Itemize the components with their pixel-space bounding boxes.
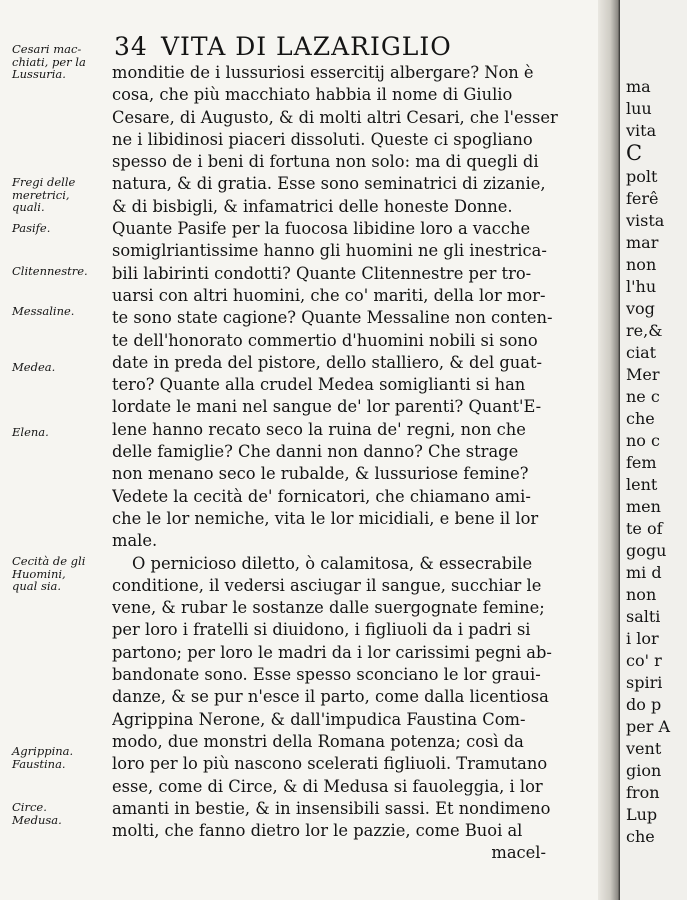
facing-fragment: do p [626, 695, 662, 714]
facing-fragment: che [626, 827, 655, 846]
text-line: delle famiglie? Che danni non danno? Che strage [112, 442, 519, 462]
facing-fragment: ferê [626, 189, 659, 208]
margin-note: Messaline. [12, 304, 75, 318]
margin-note: Medea. [12, 360, 56, 374]
text-line: amanti in bestie, & in insensibili sassi. Et nondimeno [112, 798, 551, 818]
text-line: loro per lo più nascono scelerati figliuoli. Tramutano [112, 754, 548, 774]
facing-fragment: mar [626, 233, 659, 252]
text-line: natura, & di gratia. Esse sono seminatrici di zizanie, [112, 174, 546, 194]
text-line: vene, & rubar le sostanze dalle suergognate femine; [112, 598, 545, 618]
text-line: per loro i fratelli si diuidono, i figliuoli da i padri si [112, 620, 531, 640]
facing-fragment: i lor [626, 629, 659, 648]
text-line: Cesare, di Augusto, & di molti altri Cesari, che l'esser [112, 107, 558, 127]
margin-note: Cesari mac- chiati, per la Lussuria. [12, 42, 86, 81]
facing-fragment: per A [626, 717, 670, 736]
facing-fragment: fron [626, 783, 660, 802]
margin-note: Pasife. [12, 221, 51, 235]
facing-fragment: C [626, 141, 643, 165]
text-line: Vedete la cecità de' fornicatori, che chiamano ami- [112, 486, 531, 506]
text-line: O pernicioso diletto, ò calamitosa, & essecrabile [132, 553, 533, 573]
margin-note: Circe. Medusa. [12, 800, 62, 827]
body-text [112, 62, 574, 865]
catchword: macel- [491, 843, 546, 863]
text-line: Agrippina Nerone, & dall'impudica Faustina Com- [112, 709, 526, 729]
facing-fragment: lent [626, 475, 658, 494]
text-line: lordate le mani nel sangue de' lor parenti? Quant'E- [112, 397, 542, 417]
margin-note: Agrippina. Faustina. [12, 744, 74, 771]
facing-fragment: mi d [626, 563, 662, 582]
facing-fragment: gogu [626, 541, 667, 560]
facing-fragment: ciat [626, 343, 657, 362]
text-line: non menano seco le rubalde, & lussuriose femine? [112, 464, 529, 484]
text-line: male. [112, 531, 158, 551]
facing-fragment: gion [626, 761, 662, 780]
text-line: modo, due monstri della Romana potenza; così da [112, 731, 524, 751]
running-head [114, 32, 554, 64]
facing-fragment: non [626, 585, 657, 604]
text-line: esse, come di Circe, & di Medusa si fauoleggia, i lor [112, 776, 543, 796]
facing-fragment: te of [626, 519, 663, 538]
text-line: Quante Pasife per la fuocosa libidine loro a vacche [112, 219, 531, 239]
margin-note: Fregi delle meretrici, quali. [12, 175, 76, 214]
text-line: monditie de i lussuriosi essercitij albergare? Non è [112, 63, 534, 82]
facing-fragment: luu [626, 99, 652, 118]
facing-fragment: che [626, 409, 655, 428]
text-line: conditione, il vedersi asciugar il sangue, succhiar le [112, 575, 542, 595]
text-line: date in preda del pistore, dello stalliero, & del guat- [112, 352, 543, 372]
facing-page [620, 0, 687, 900]
facing-fragment: co' r [626, 651, 662, 670]
margin-note: Clitennestre. [12, 264, 88, 278]
text-line: somiglriantissime hanno gli huomini ne gli inestrica- [112, 241, 547, 261]
text-line: uarsi con altri huomini, che co' mariti, della lor mor- [112, 285, 546, 305]
text-line: te dell'honorato commertio d'huomini nobili si sono [112, 330, 538, 350]
page-number: 34 [114, 32, 148, 61]
facing-fragment: salti [626, 607, 661, 626]
text-line: ne i libidinosi piaceri dissoluti. Queste ci spogliano [112, 129, 533, 149]
margin-note: Cecità de gli Huomini, qual sia. [12, 554, 86, 593]
facing-fragment: l'hu [626, 277, 657, 296]
facing-fragment: fem [626, 453, 657, 472]
text-line: che le lor nemiche, vita le lor micidiali, e bene il lor [112, 508, 539, 528]
text-line: cosa, che più macchiato habbia il nome di Giulio [112, 85, 513, 105]
text-line: bili labirinti condotti? Quante Clitennestre per tro- [112, 263, 532, 283]
text-line: tero? Quante alla crudel Medea somiglianti si han [112, 375, 526, 395]
facing-fragment: Mer [626, 365, 660, 384]
facing-fragment: vista [626, 211, 665, 230]
text-line: te sono state cagione? Quante Messaline non conten- [112, 308, 553, 328]
facing-fragment: no c [626, 431, 660, 450]
facing-fragment: spiri [626, 673, 663, 692]
facing-fragment: vog [626, 299, 655, 318]
text-line: partono; per loro le madri da i lor carissimi pegni ab- [112, 642, 552, 662]
facing-fragment: ne c [626, 387, 660, 406]
facing-fragment: vita [626, 121, 657, 140]
facing-fragment: Lup [626, 805, 658, 824]
text-line: danze, & se pur n'esce il parto, come dalla licentiosa [112, 687, 549, 707]
facing-fragment: men [626, 497, 661, 516]
margin-note: Elena. [12, 425, 49, 439]
text-line: lene hanno recato seco la ruina de' regni, non che [112, 419, 526, 439]
text-line: & di bisbigli, & infamatrici delle honeste Donne. [112, 196, 513, 216]
facing-fragment: ma [626, 77, 651, 96]
facing-fragment: re,& [626, 321, 663, 340]
facing-fragment: polt [626, 167, 658, 186]
text-line: bandonate sono. Esse spesso sconciano le lor graui- [112, 665, 541, 685]
margin-notes [0, 0, 112, 900]
facing-fragment: non [626, 255, 657, 274]
facing-fragment: vent [626, 739, 662, 758]
running-head-title: VITA DI LAZARIGLIO [160, 32, 452, 61]
text-line: spesso de i beni di fortuna non solo: ma di quegli di [112, 152, 539, 172]
text-line: molti, che fanno dietro lor le pazzie, come Buoi al [112, 821, 523, 841]
book-gutter [598, 0, 620, 900]
